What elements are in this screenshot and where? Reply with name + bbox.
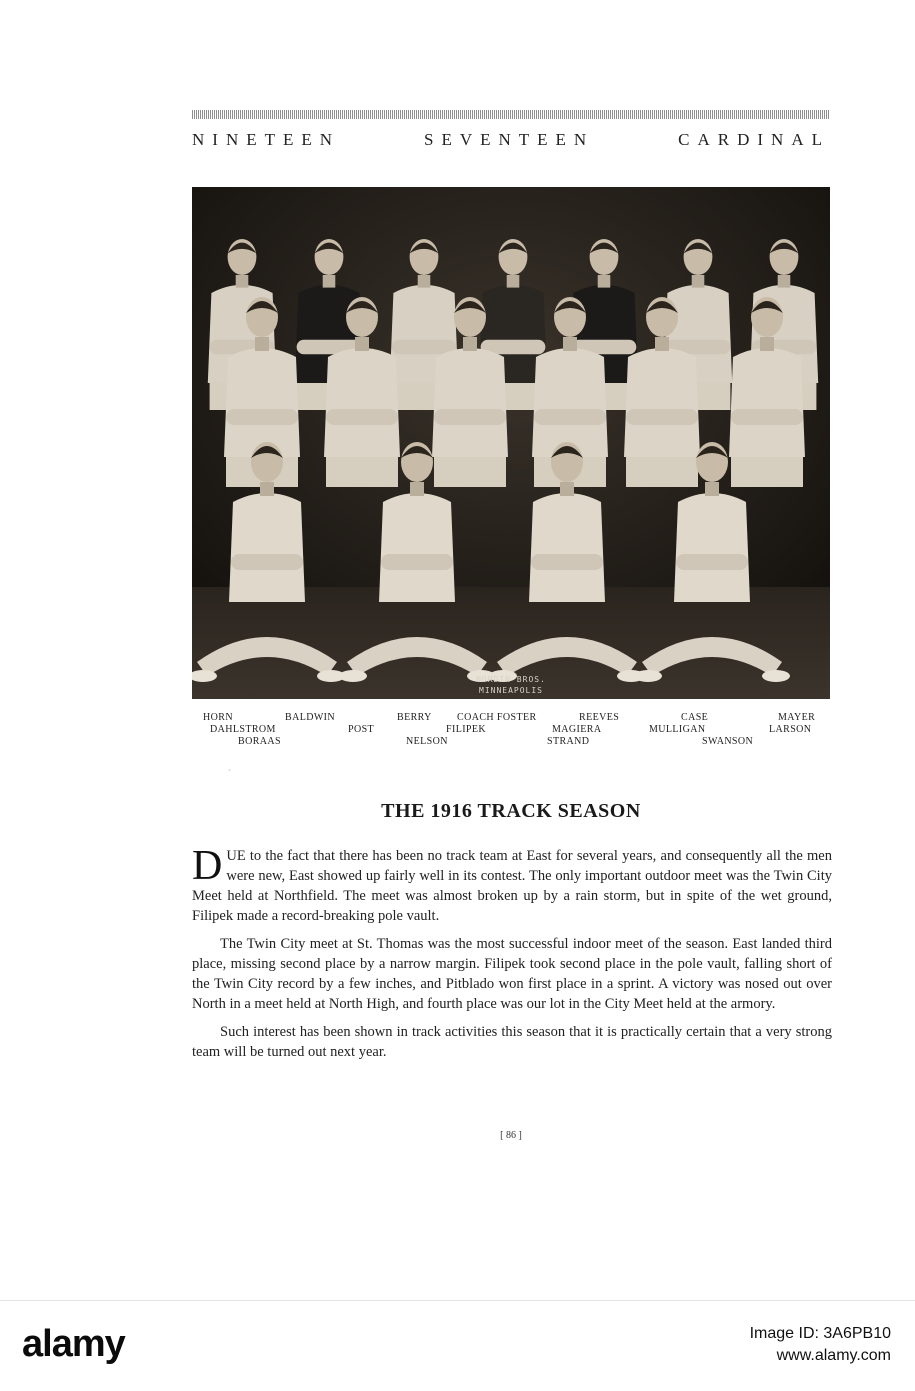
athlete-neck [236,275,249,288]
stock-watermark-banner [0,1300,915,1391]
paragraph: The Twin City meet at St. Thomas was the most successful indoor meet of the season. East landed third place, missing second place by a narrow margin. Filipek took second place in the pole vault, falling short of the Twin City record by a few inches, and Pitblado won first place in a sprint. A victory was nosed out over North in a meet held at North High, and fourth place was our lot in the City Meet held at the armory. [192,936,832,1012]
athlete-neck [463,337,477,351]
athlete-arms [392,340,457,354]
athlete-neck [563,337,577,351]
site-url: www.alamy.com [776,1347,891,1364]
athlete-neck [692,275,705,288]
caption-name: CASE [681,712,709,723]
athlete-neck [598,275,611,288]
caption-name: BORAAS [238,736,281,747]
athlete-torso [324,348,400,457]
athlete-torso [729,348,805,457]
image-id: Image ID: 3A6PB10 [749,1325,891,1342]
paper-speck: ˜ [228,768,231,778]
caption-name: MAGIERA [552,724,602,735]
athlete-arms [231,554,303,570]
page-number: [ 86 ] [500,1130,522,1141]
athlete-shorts [626,457,698,487]
paragraph [192,843,832,926]
athlete-neck [410,482,424,496]
team-photo-illustration [192,187,830,699]
photo-credit: NORDIN BROS. [476,675,546,684]
athlete-arms [626,409,698,425]
running-head [192,128,830,152]
running-head-word: CARDINAL [678,130,830,149]
athlete-torso [224,348,300,457]
header-rule [192,110,830,119]
athlete-neck [560,482,574,496]
banner-info [631,1323,891,1367]
running-head-word: NINETEEN [192,130,341,149]
athlete-arms [434,409,506,425]
athlete-torso [229,493,305,602]
athlete-neck [355,337,369,351]
team-photograph [192,187,830,699]
caption-name: BALDWIN [285,712,336,723]
caption-name: COACH FOSTER [457,712,537,723]
caption-name: REEVES [579,712,620,723]
caption-name: NELSON [406,736,448,747]
athlete-arms [226,409,298,425]
caption-name: STRAND [547,736,590,747]
athlete-neck [705,482,719,496]
athlete-torso [529,493,605,602]
drop-cap: D [192,843,223,889]
athlete-arms [381,554,453,570]
athlete-torso [624,348,700,457]
alamy-logo: alamy [22,1323,125,1365]
athlete-torso [379,493,455,602]
caption-name: FILIPEK [446,724,487,735]
caption-name: POST [348,724,375,735]
caption-name: DAHLSTROM [210,724,276,735]
athlete-neck [778,275,791,288]
athlete-arms [534,409,606,425]
running-head-word: SEVENTEEN [423,130,595,149]
athlete-torso [432,348,508,457]
athlete-neck [655,337,669,351]
photo-caption [192,712,830,776]
article-body [192,843,832,1070]
photo-credit-city: MINNEAPOLIS [479,686,543,695]
athlete-torso [532,348,608,457]
caption-name: MAYER [778,712,816,723]
paragraph-text: UE to the fact that there has been no track team at East for several years, and consequently all the men were new, East showed up fairly well in its contest. The only important outdoor meet was the Twin City Meet held at Northfield. The meet was almost broken up by a rain storm, but in spite of the wet ground, Filipek made a record-breaking pole vault. [192,848,832,924]
athlete-torso [674,493,750,602]
athlete-shorts [731,457,803,487]
paragraph: Such interest has been shown in track activities this season that it is practically certain that a very strong team will be turned out next year. [192,1024,832,1060]
athlete-neck [260,482,274,496]
caption-name: MULLIGAN [649,724,706,735]
caption-name: BERRY [397,712,432,723]
athlete-arms [326,409,398,425]
caption-name: SWANSON [702,736,754,747]
athlete-neck [255,337,269,351]
athlete-shorts [434,457,506,487]
athlete-neck [418,275,431,288]
athlete-neck [507,275,520,288]
athlete-neck [760,337,774,351]
article-title: THE 1916 TRACK SEASON [381,800,641,822]
athlete-arms [531,554,603,570]
caption-name: LARSON [769,724,812,735]
caption-name: HORN [203,712,233,723]
athlete-arms [676,554,748,570]
athlete-arms [731,409,803,425]
athlete-neck [323,275,336,288]
athlete-shorts [326,457,398,487]
